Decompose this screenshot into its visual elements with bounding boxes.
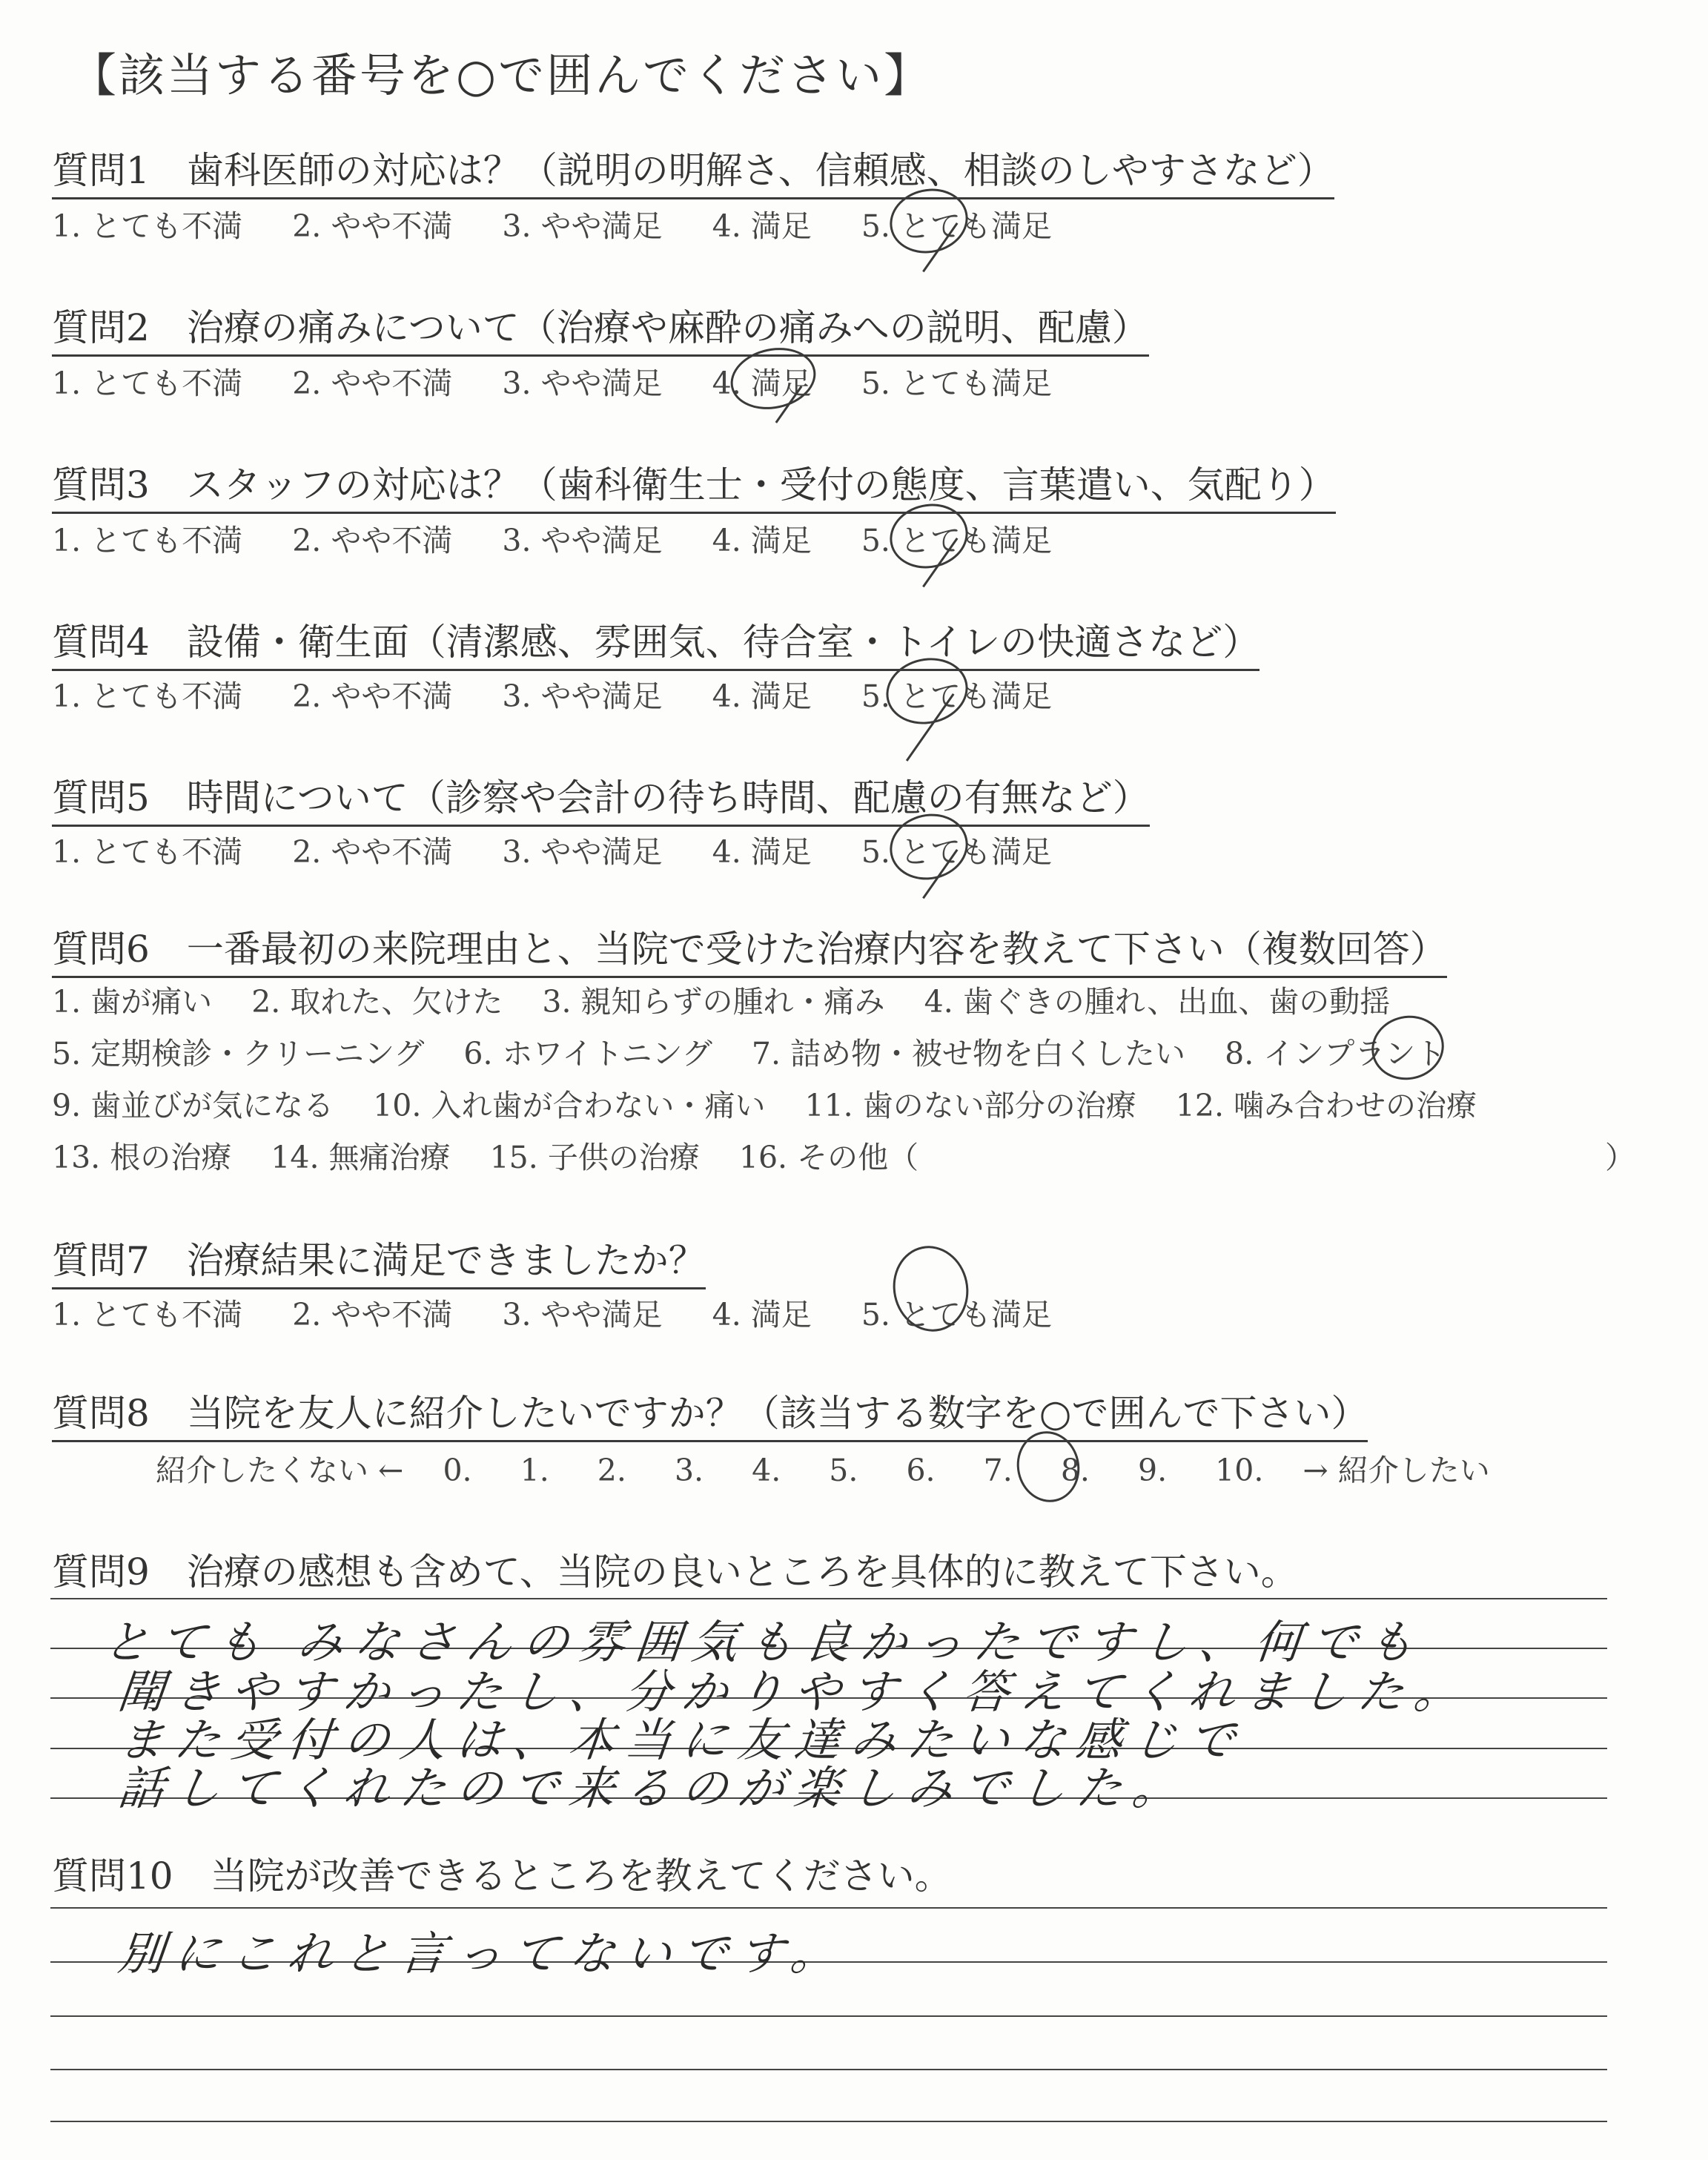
q7-option-4[interactable]: 4. 満足 bbox=[712, 1297, 812, 1332]
q6-option-8[interactable]: 8. インプラント bbox=[1225, 1036, 1446, 1071]
q6-option-1[interactable]: 1. 歯が痛い bbox=[52, 984, 213, 1020]
q1-option-2[interactable]: 2. やや不満 bbox=[292, 208, 453, 244]
q6-row-3 bbox=[52, 1081, 1506, 1125]
q9-answer-line-2: 聞きやすかったし、分かりやすく答えてくれました。 bbox=[115, 1665, 1474, 1719]
q4-option-1[interactable]: 1. とても不満 bbox=[52, 678, 243, 714]
question-5-label: 質問5 時間について（診察や会計の待ち時間、配慮の有無など） bbox=[52, 768, 1150, 827]
q1-option-4[interactable]: 4. 満足 bbox=[712, 208, 812, 244]
q9-answer-line-3: また受付の人は、本当に友達みたいな感じで bbox=[115, 1713, 1248, 1767]
q6-option-5[interactable]: 5. 定期検診・クリーニング bbox=[52, 1036, 425, 1071]
q5-option-1[interactable]: 1. とても不満 bbox=[52, 834, 243, 870]
q8-option-6[interactable]: 6. bbox=[906, 1453, 936, 1488]
q6-option-11[interactable]: 11. 歯のない部分の治療 bbox=[804, 1088, 1136, 1123]
q3-option-3[interactable]: 3. やや満足 bbox=[502, 523, 663, 558]
page-title: 【該当する番号を○で囲んでください】 bbox=[70, 48, 933, 102]
q5-option-4[interactable]: 4. 満足 bbox=[712, 834, 812, 870]
q6-option-16[interactable]: 16. その他（ bbox=[738, 1140, 919, 1175]
q8-left-label: 紹介したくない ← bbox=[156, 1453, 404, 1488]
q10-rule-4 bbox=[50, 2069, 1607, 2070]
q8-option-2[interactable]: 2. bbox=[597, 1453, 626, 1488]
q3-option-4[interactable]: 4. 満足 bbox=[712, 523, 812, 558]
q7-option-3[interactable]: 3. やや満足 bbox=[502, 1297, 663, 1332]
q7-option-5[interactable]: 5. とても満足 bbox=[861, 1297, 1052, 1332]
q2-option-1[interactable]: 1. とても不満 bbox=[52, 366, 243, 401]
q10-rule-3 bbox=[50, 2015, 1607, 2017]
question-3-label: 質問3 スタッフの対応は？（歯科衛生士・受付の態度、言葉遣い、気配り） bbox=[52, 455, 1336, 514]
question-8-label: 質問8 当院を友人に紹介したいですか？（該当する数字を○で囲んで下さい） bbox=[52, 1384, 1368, 1442]
q6-option-15[interactable]: 15. 子供の治療 bbox=[489, 1140, 700, 1175]
q3-option-1[interactable]: 1. とても不満 bbox=[52, 523, 243, 558]
q6-row-4 bbox=[52, 1133, 948, 1177]
q8-option-10[interactable]: 10. bbox=[1215, 1453, 1264, 1488]
q7-option-1[interactable]: 1. とても不満 bbox=[52, 1297, 243, 1332]
question-9-label: 質問9 治療の感想も含めて、当院の良いところを具体的に教えて下さい。 bbox=[52, 1550, 1298, 1593]
q8-option-1[interactable]: 1. bbox=[520, 1453, 549, 1488]
question-8-scale bbox=[156, 1446, 1490, 1490]
q4-option-5[interactable]: 5. とても満足 bbox=[861, 678, 1052, 714]
question-7-label: 質問7 治療結果に満足できましたか？ bbox=[52, 1231, 706, 1289]
q5-option-2[interactable]: 2. やや不満 bbox=[292, 834, 453, 870]
q4-option-4[interactable]: 4. 満足 bbox=[712, 678, 812, 714]
q8-option-5[interactable]: 5. bbox=[829, 1453, 858, 1488]
q3-option-5[interactable]: 5. とても満足 bbox=[861, 523, 1052, 558]
q10-rule-5 bbox=[50, 2121, 1607, 2122]
q2-option-5[interactable]: 5. とても満足 bbox=[861, 366, 1052, 401]
q6-option-12[interactable]: 12. 噛み合わせの治療 bbox=[1175, 1088, 1477, 1123]
q2-option-4[interactable]: 4. 満足 bbox=[712, 366, 812, 401]
q6-other-close: ） bbox=[1605, 1140, 1635, 1175]
q9-answer-line-1: とても みなさんの雰囲気も良かったですし、何でも bbox=[100, 1615, 1428, 1669]
q6-option-14[interactable]: 14. 無痛治療 bbox=[271, 1140, 451, 1175]
q6-option-10[interactable]: 10. 入れ歯が合わない・痛い bbox=[373, 1088, 766, 1123]
q8-option-4[interactable]: 4. bbox=[752, 1453, 781, 1488]
q8-right-label: → 紹介したい bbox=[1302, 1453, 1490, 1488]
q5-option-5[interactable]: 5. とても満足 bbox=[861, 834, 1052, 870]
q4-option-2[interactable]: 2. やや不満 bbox=[292, 678, 453, 714]
question-1-label: 質問1 歯科医師の対応は？（説明の明解さ、信頼感、相談のしやすさなど） bbox=[52, 141, 1334, 199]
q3-option-2[interactable]: 2. やや不満 bbox=[292, 523, 453, 558]
q6-option-3[interactable]: 3. 親知らずの腫れ・痛み bbox=[542, 984, 885, 1020]
question-6-label: 質問6 一番最初の来院理由と、当院で受けた治療内容を教えて下さい（複数回答） bbox=[52, 919, 1447, 978]
q4-option-3[interactable]: 3. やや満足 bbox=[502, 678, 663, 714]
q8-option-8[interactable]: 8. bbox=[1060, 1453, 1090, 1488]
q6-option-6[interactable]: 6. ホワイトニング bbox=[463, 1036, 712, 1071]
q6-option-9[interactable]: 9. 歯並びが気になる bbox=[52, 1088, 334, 1123]
q2-option-2[interactable]: 2. やや不満 bbox=[292, 366, 453, 401]
q10-rule-1 bbox=[50, 1907, 1607, 1909]
question-2-options bbox=[52, 359, 1092, 403]
q5-option-3[interactable]: 3. やや満足 bbox=[502, 834, 663, 870]
q8-option-7[interactable]: 7. bbox=[983, 1453, 1013, 1488]
q6-option-4[interactable]: 4. 歯ぐきの腫れ、出血、歯の動揺 bbox=[924, 984, 1391, 1020]
q1-option-1[interactable]: 1. とても不満 bbox=[52, 208, 243, 244]
q9-answer-line-4: 話してくれたので来るのが楽しみでした。 bbox=[115, 1761, 1192, 1815]
q6-row-2 bbox=[52, 1029, 1475, 1073]
question-2-label: 質問2 治療の痛みについて（治療や麻酔の痛みへの説明、配慮） bbox=[52, 298, 1149, 357]
q6-option-13[interactable]: 13. 根の治療 bbox=[52, 1140, 232, 1175]
q6-option-2[interactable]: 2. 取れた、欠けた bbox=[251, 984, 503, 1020]
q10-answer-line-1: 別にこれと言ってないです。 bbox=[115, 1926, 850, 1981]
q1-option-3[interactable]: 3. やや満足 bbox=[502, 208, 663, 244]
question-4-label: 質問4 設備・衛生面（清潔感、雰囲気、待合室・トイレの快適さなど） bbox=[52, 612, 1260, 671]
q6-option-7[interactable]: 7. 詰め物・被せ物を白くしたい bbox=[751, 1036, 1186, 1071]
q8-option-9[interactable]: 9. bbox=[1137, 1453, 1168, 1488]
question-10-label: 質問10 当院が改善できるところを教えてください。 bbox=[52, 1855, 952, 1898]
q9-rule-1 bbox=[50, 1598, 1607, 1599]
q8-option-0[interactable]: 0. bbox=[443, 1453, 472, 1488]
q2-option-3[interactable]: 3. やや満足 bbox=[502, 366, 663, 401]
q1-option-5[interactable]: 5. とても満足 bbox=[861, 208, 1052, 244]
q8-option-3[interactable]: 3. bbox=[674, 1453, 704, 1488]
q6-row-1 bbox=[52, 977, 1420, 1021]
q7-option-2[interactable]: 2. やや不満 bbox=[292, 1297, 453, 1332]
